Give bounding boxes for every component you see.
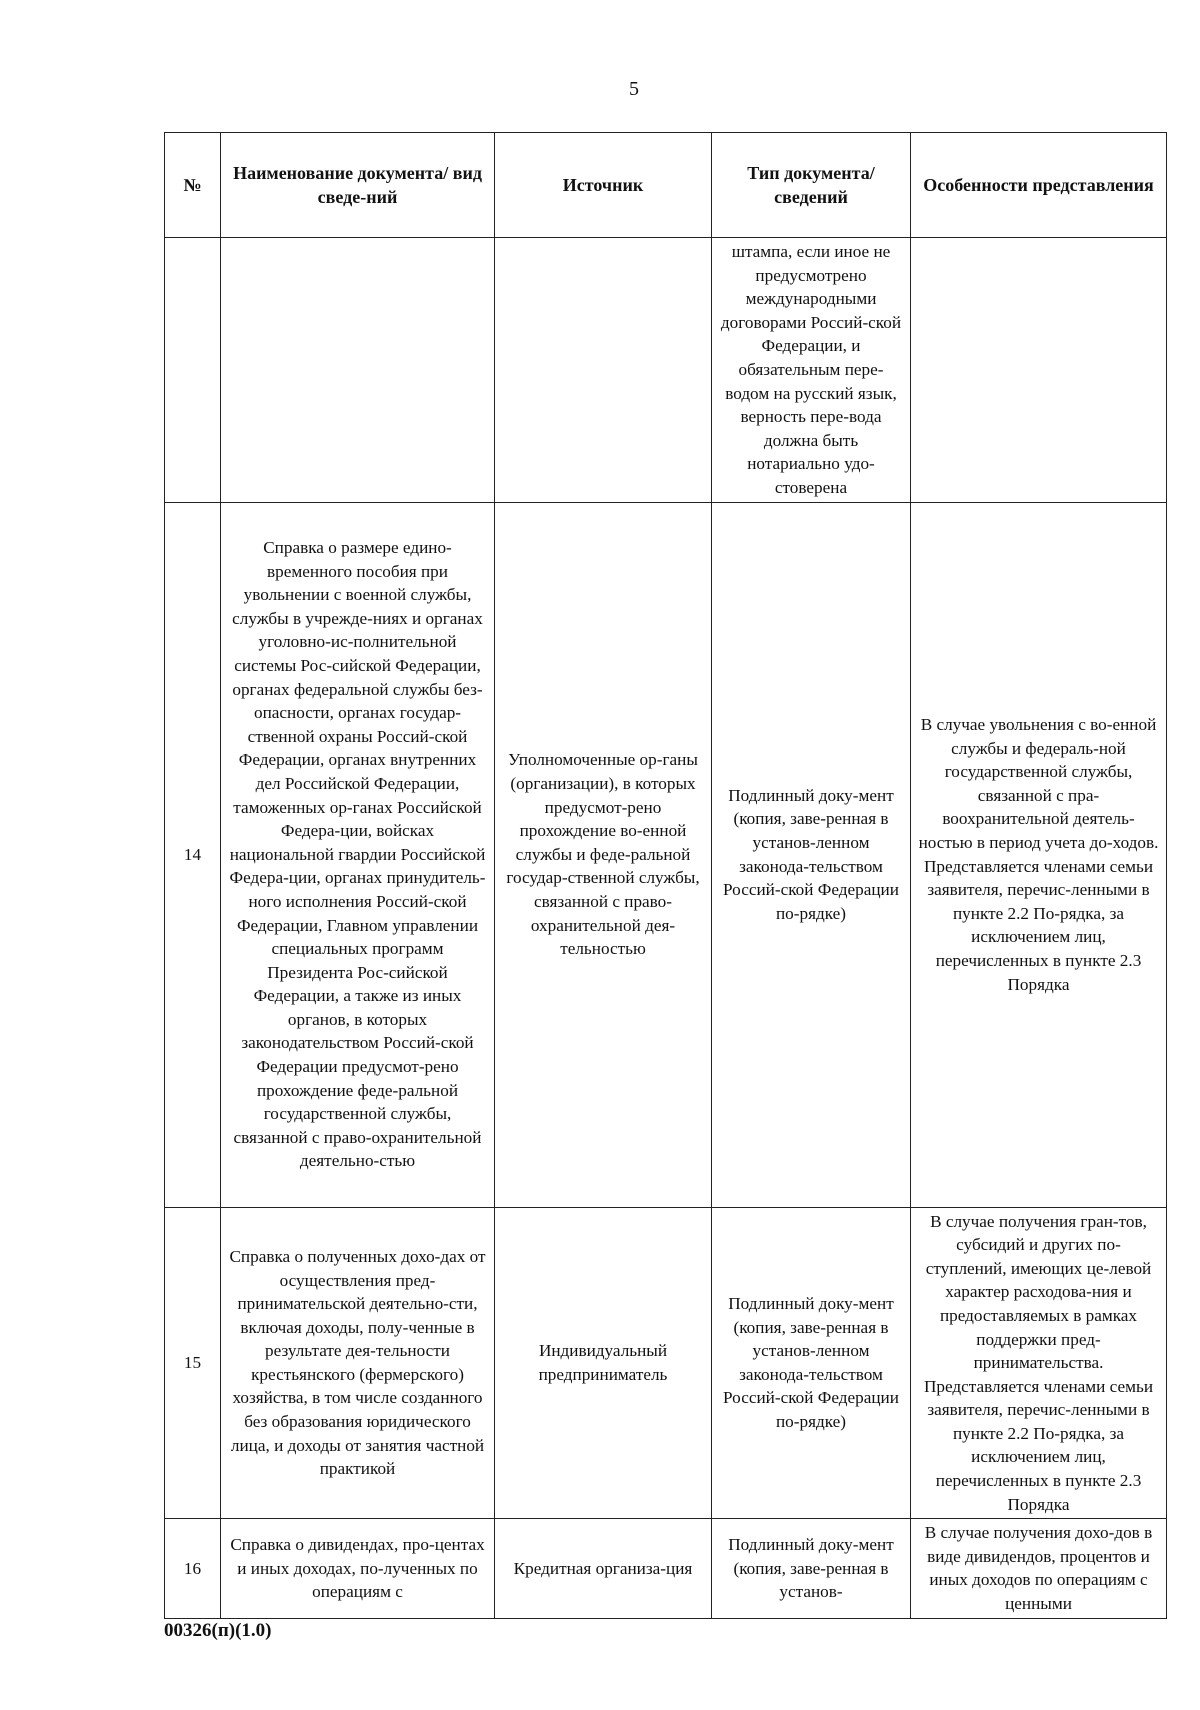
cell-type: Подлинный доку-мент (копия, заве-ренная в установ-	[712, 1519, 911, 1618]
cell-source: Кредитная организа-ция	[495, 1519, 712, 1618]
header-name: Наименование документа/ вид сведе-ний	[221, 133, 495, 238]
cell-no: 14	[165, 502, 221, 1207]
cell-name	[221, 238, 495, 503]
cell-source: Индивидуальный предприниматель	[495, 1207, 712, 1519]
document-code: 00326(п)(1.0)	[164, 1620, 272, 1641]
page-number: 5	[629, 78, 639, 100]
header-features: Особенности представления	[911, 133, 1167, 238]
cell-name: Справка о полученных дохо-дах от осуществления пред-принимательской деятельно-сти, включая доходы, полу-ченные в результате дея-тельности крестьянского (фермерского) хозяйства, в том числе созданного без образования юридического лица, и доходы от занятия частной практикой	[221, 1207, 495, 1519]
cell-features: В случае увольнения с во-енной службы и федераль-ной государственной службы, связанной с пра-воохранительной деятель-ностью в период учета до-ходов. Представляется членами семьи заявителя, перечис-ленными в пункте 2.2 По-рядка, за исключением лиц, перечисленных в пункте 2.3 Порядка	[911, 502, 1167, 1207]
table-row	[165, 1207, 1167, 1519]
cell-name: Справка о размере едино-временного пособия при увольнении с военной службы, службы в учрежде-ниях и органах уголовно-ис-полнительной системы Рос-сийской Федерации, органах федеральной службы без-опасности, органах государ-ственной охраны Россий-ской Федерации, органах внутренних дел Российской Федерации, таможенных ор-ганах Российской Федера-ции, войсках национальной гвардии Российской Федера-ции, органах принудитель-ного исполнения Россий-ской Федерации, Главном управлении специальных программ Президента Рос-сийской Федерации, а также из иных органов, в которых законодательством Россий-ской Федерации предусмот-рено прохождение феде-ральной государственной службы, связанной с право-охранительной деятельно-стью	[221, 502, 495, 1207]
cell-features: В случае получения гран-тов, субсидий и других по-ступлений, имеющих це-левой характер расходова-ния и предоставляемых в рамках поддержки пред-принимательства. Представляется членами семьи заявителя, перечис-ленными в пункте 2.2 По-рядка, за исключением лиц, перечисленных в пункте 2.3 Порядка	[911, 1207, 1167, 1519]
table-row	[165, 1519, 1167, 1618]
header-no: №	[165, 133, 221, 238]
cell-source	[495, 238, 712, 503]
cell-type: Подлинный доку-мент (копия, заве-ренная в установ-ленном законода-тельством Россий-ской Федерации по-рядке)	[712, 1207, 911, 1519]
cell-type: штампа, если иное не предусмотрено международными договорами Россий-ской Федерации, и обязательным пере-водом на русский язык, верность пере-вода должна быть нотариально удо-стоверена	[712, 238, 911, 503]
header-source: Источник	[495, 133, 712, 238]
cell-source: Уполномоченные ор-ганы (организации), в которых предусмот-рено прохождение во-енной службы и феде-ральной государ-ственной службы, связанной с право-охранительной дея-тельностью	[495, 502, 712, 1207]
table-row	[165, 238, 1167, 503]
cell-no: 16	[165, 1519, 221, 1618]
cell-no: 15	[165, 1207, 221, 1519]
cell-features	[911, 238, 1167, 503]
cell-features: В случае получения дохо-дов в виде дивидендов, процентов и иных доходов по операциям с ценными	[911, 1519, 1167, 1618]
header-type: Тип документа/ сведений	[712, 133, 911, 238]
table-row	[165, 502, 1167, 1207]
documents-table	[164, 132, 1167, 1619]
cell-no	[165, 238, 221, 503]
table-header-row	[165, 133, 1167, 238]
cell-type: Подлинный доку-мент (копия, заве-ренная в установ-ленном законода-тельством Россий-ской Федерации по-рядке)	[712, 502, 911, 1207]
cell-name: Справка о дивидендах, про-центах и иных доходах, по-лученных по операциям с	[221, 1519, 495, 1618]
